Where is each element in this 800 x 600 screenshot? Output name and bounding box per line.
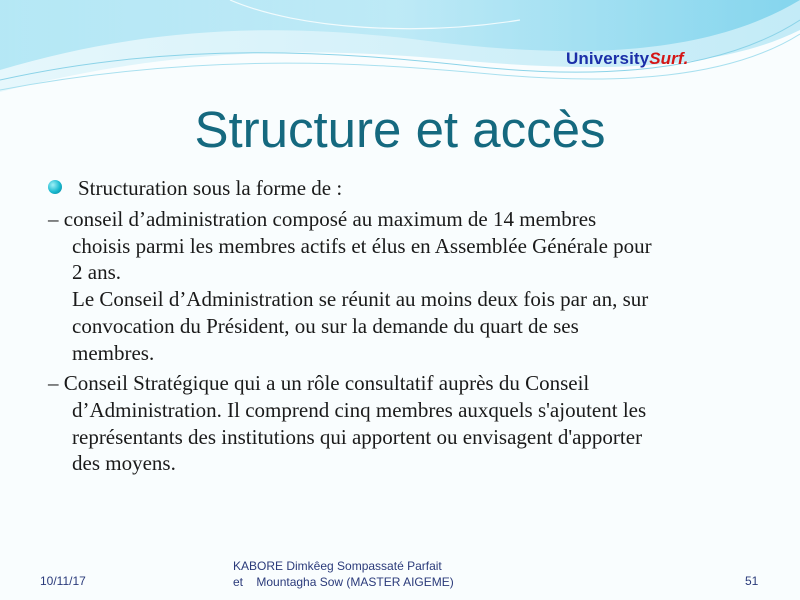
brand-logo [566, 49, 688, 69]
brand-part-2: Surf. [649, 49, 689, 68]
footer-authors [233, 558, 454, 590]
sub-item-conseil-strategique [48, 370, 758, 477]
sub-item-line: – conseil d’administration composé au maximum de 14 membres [48, 207, 597, 231]
sub-item-line: choisis parmi les membres actifs et élus en Assemblée Générale pour [72, 233, 652, 258]
slide-title: Structure et accès [194, 101, 606, 158]
sub-item-line: Le Conseil d’Administration se réunit au moins deux fois par an, sur [72, 287, 649, 312]
brand-part-1: University [566, 49, 650, 68]
footer-authors-line-2: et Mountagha Sow (MASTER AIGEME) [233, 575, 454, 589]
footer-authors-line-1: KABORE Dimkêeg Sompassaté Parfait [233, 559, 442, 573]
footer-date: 10/11/17 [40, 574, 86, 588]
main-bullet-text: Structuration sous la forme de : [78, 176, 343, 200]
sub-item-line: d’Administration. Il comprend cinq membres auxquels s'ajoutent les [72, 397, 647, 422]
sub-item-line: des moyens. [72, 451, 176, 476]
sub-item-line: convocation du Président, ou sur la demande du quart de ses [72, 313, 579, 338]
sub-item-line: représentants des institutions qui apportent ou envisagent d'apporter [72, 424, 643, 449]
sub-item-line: membres. [72, 340, 155, 365]
footer-page-number: 51 [745, 574, 759, 588]
sub-item-line: – Conseil Stratégique qui a un rôle consultatif auprès du Conseil [48, 371, 590, 396]
sub-item-line: 2 ans. [72, 260, 121, 285]
slide-content [48, 175, 758, 481]
sub-item-conseil-administration [48, 206, 758, 366]
main-bullet [48, 175, 758, 202]
bullet-dot-icon [48, 180, 62, 194]
